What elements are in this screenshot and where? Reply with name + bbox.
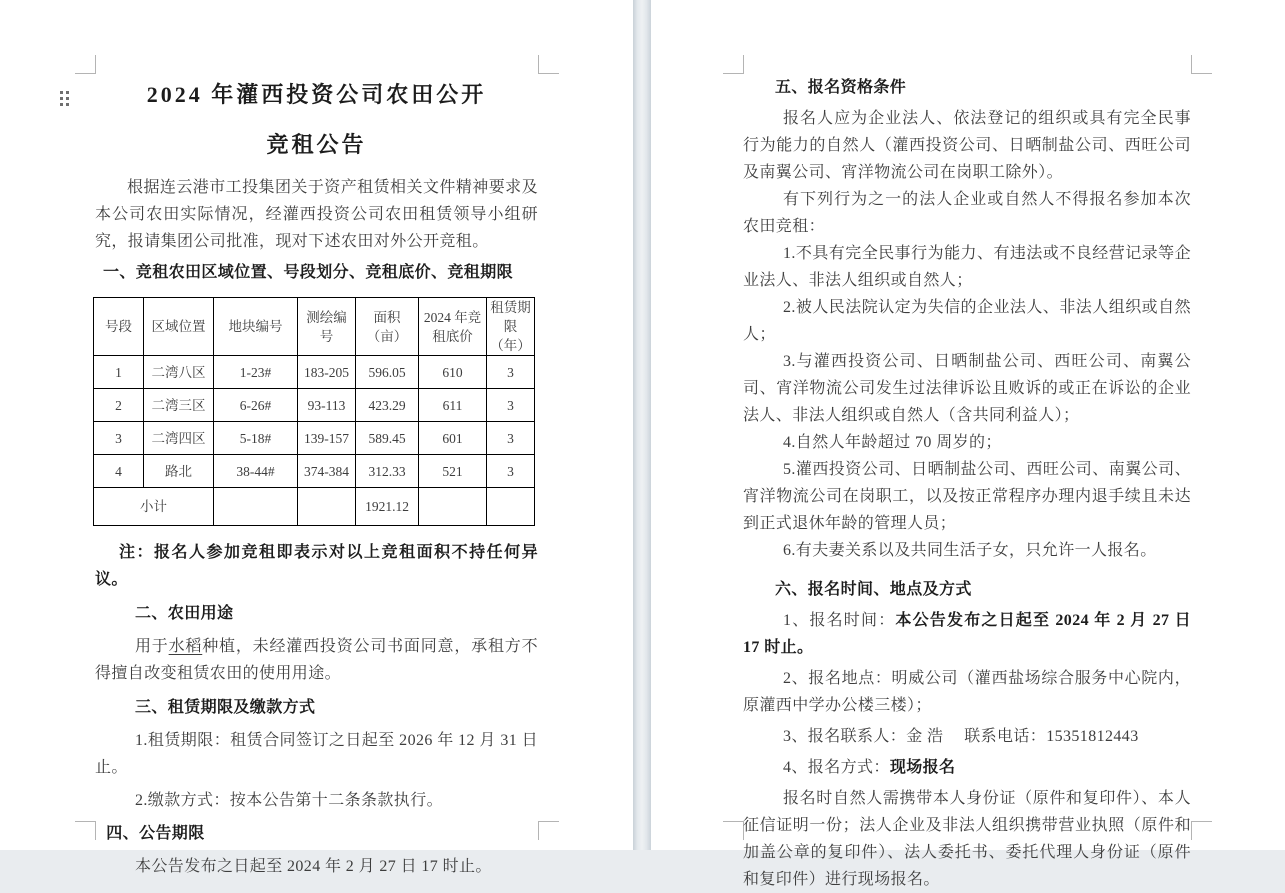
registration-time-label: 1、报名时间： [783, 612, 896, 629]
section-3-heading: 三、租赁期限及缴款方式 [135, 699, 316, 716]
cell: 路北 [144, 455, 214, 488]
intro-paragraph: 根据连云港市工投集团关于资产租赁相关文件精神要求及本公司农田实际情况，经灌西投资公司农田租赁领导小组研究，报请集团公司批准，现对下述农田对外公开竞租。 [95, 179, 538, 250]
crop-mark-bottom-left [75, 821, 96, 840]
registration-contact-item: 3、报名联系人：金 浩 联系电话：15351812443 [783, 728, 1139, 745]
table-row [94, 422, 535, 455]
table-row [94, 356, 535, 389]
col-header-base-price: 2024 年竞租底价 [419, 298, 487, 356]
cell: 1-23# [214, 356, 298, 389]
page-1 [0, 0, 633, 875]
cell: 3 [94, 422, 144, 455]
col-header-survey-no: 测绘编号 [298, 298, 356, 356]
cell: 589.45 [356, 422, 419, 455]
registration-method-label: 4、报名方式： [783, 759, 890, 776]
crop-mark-top-right [538, 55, 559, 74]
announcement-period: 本公告发布之日起至 2024 年 2 月 27 日 17 时止。 [135, 858, 492, 875]
restriction-item: 1.不具有完全民事行为能力、有违法或不良经营记录等企业法人、非法人组织或自然人； [743, 245, 1191, 289]
cell: 183-205 [298, 356, 356, 389]
section-6-heading: 六、报名时间、地点及方式 [775, 581, 972, 598]
restriction-intro: 有下列行为之一的法人企业或自然人不得报名参加本次农田竞租： [743, 191, 1191, 235]
cell: 374-384 [298, 455, 356, 488]
document-title-line1: 2024 年灌西投资公司农田公开 [146, 82, 487, 107]
crop-mark-top-right [1191, 55, 1212, 74]
crop-mark-bottom-right [538, 821, 559, 840]
crop-mark-bottom-right [1191, 821, 1212, 840]
cell: 5-18# [214, 422, 298, 455]
col-header-location: 区域位置 [144, 298, 214, 356]
subtotal-label: 小计 [94, 488, 214, 526]
cell [419, 488, 487, 526]
cell: 521 [419, 455, 487, 488]
cell: 601 [419, 422, 487, 455]
registration-method-value: 现场报名 [889, 759, 956, 776]
restriction-item: 3.与灌西投资公司、日晒制盐公司、西旺公司、南翼公司、宵洋物流公司发生过法律诉讼且败诉的或正在诉讼的企业法人、非法人组织或自然人（含共同利益人）； [743, 353, 1191, 424]
col-header-number: 号段 [94, 298, 144, 356]
cell: 312.33 [356, 455, 419, 488]
cell: 二湾三区 [144, 389, 214, 422]
lease-term-item: 1.租赁期限：租赁合同签订之日起至 2026 年 12 月 31 日止。 [95, 732, 538, 776]
section-1-heading: 一、竞租农田区域位置、号段划分、竞租底价、竞租期限 [103, 264, 514, 281]
crop-mark-top-left [723, 55, 744, 74]
table-row [94, 455, 535, 488]
cell: 596.05 [356, 356, 419, 389]
eligibility-paragraph: 报名人应为企业法人、依法登记的组织或具有完全民事行为能力的自然人（灌西投资公司、日晒制盐公司、西旺公司及南翼公司、宵洋物流公司在岗职工除外）。 [743, 110, 1191, 181]
table-header-row [94, 298, 535, 356]
registration-method-item [743, 754, 1191, 781]
cell: 38-44# [214, 455, 298, 488]
cell: 610 [419, 356, 487, 389]
cell [487, 488, 535, 526]
cell: 423.29 [356, 389, 419, 422]
subtotal-area: 1921.12 [356, 488, 419, 526]
section-4-heading: 四、公告期限 [106, 825, 205, 842]
cell: 二湾八区 [144, 356, 214, 389]
cell: 139-157 [298, 422, 356, 455]
usage-post: 种植，未经灌西投资公司书面同意，承租方不得擅自改变租赁农田的使用用途。 [95, 638, 538, 682]
registration-documents-paragraph: 报名时自然人需携带本人身份证（原件和复印件）、本人征信证明一份；法人企业及非法人组织携带营业执照（原件和加盖公章的复印件）、法人委托书、委托代理人身份证（原件和复印件）进行现场报名。 [743, 790, 1191, 888]
section-2-heading: 二、农田用途 [135, 605, 234, 622]
restriction-item: 4.自然人年龄超过 70 周岁的； [783, 434, 1002, 451]
usage-crop-underlined: 水稻 [168, 638, 203, 655]
registration-place-item: 2、报名地点：明威公司（灌西盐场综合服务中心院内，原灌西中学办公楼三楼）； [743, 670, 1191, 714]
page-gap [633, 0, 651, 850]
cell: 611 [419, 389, 487, 422]
registration-time-item [743, 607, 1191, 661]
table-subtotal-row [94, 488, 535, 526]
cell [214, 488, 298, 526]
document-title-line2: 竞租公告 [266, 132, 367, 157]
table-note: 注：报名人参加竞租即表示对以上竞租面积不持任何异议。 [95, 544, 538, 588]
crop-mark-bottom-left [723, 821, 744, 840]
farmland-table [93, 297, 535, 526]
drag-handle-icon[interactable] [60, 91, 69, 106]
restriction-item: 5.灌西投资公司、日晒制盐公司、西旺公司、南翼公司、宵洋物流公司在岗职工，以及按正常程序办理内退手续且未达到正式退休年龄的管理人员； [743, 461, 1191, 532]
cell: 二湾四区 [144, 422, 214, 455]
cell: 3 [487, 455, 535, 488]
restriction-item: 2.被人民法院认定为失信的企业法人、非法人组织或自然人； [743, 299, 1191, 343]
section-2-paragraph [95, 633, 538, 687]
cell: 4 [94, 455, 144, 488]
cell: 3 [487, 389, 535, 422]
col-header-plot-no: 地块编号 [214, 298, 298, 356]
registration-time-value: 本公告发布之日起至 2024 年 2 月 27 日 17 时止。 [743, 612, 1191, 656]
section-5-heading: 五、报名资格条件 [775, 79, 907, 96]
cell: 3 [487, 356, 535, 389]
col-header-lease-term: 租赁期限（年） [487, 298, 535, 356]
cell: 3 [487, 422, 535, 455]
page-2-content [743, 0, 1191, 893]
table-row [94, 389, 535, 422]
page-1-content [95, 0, 538, 880]
crop-mark-top-left [75, 55, 96, 74]
page-2 [651, 0, 1285, 888]
cell: 6-26# [214, 389, 298, 422]
cell [298, 488, 356, 526]
cell: 1 [94, 356, 144, 389]
payment-method-item: 2.缴款方式：按本公告第十二条条款执行。 [135, 792, 444, 809]
cell: 2 [94, 389, 144, 422]
usage-pre: 用于 [135, 638, 169, 655]
cell: 93-113 [298, 389, 356, 422]
restriction-item: 6.有夫妻关系以及共同生活子女，只允许一人报名。 [783, 542, 1157, 559]
col-header-area: 面积（亩） [356, 298, 419, 356]
